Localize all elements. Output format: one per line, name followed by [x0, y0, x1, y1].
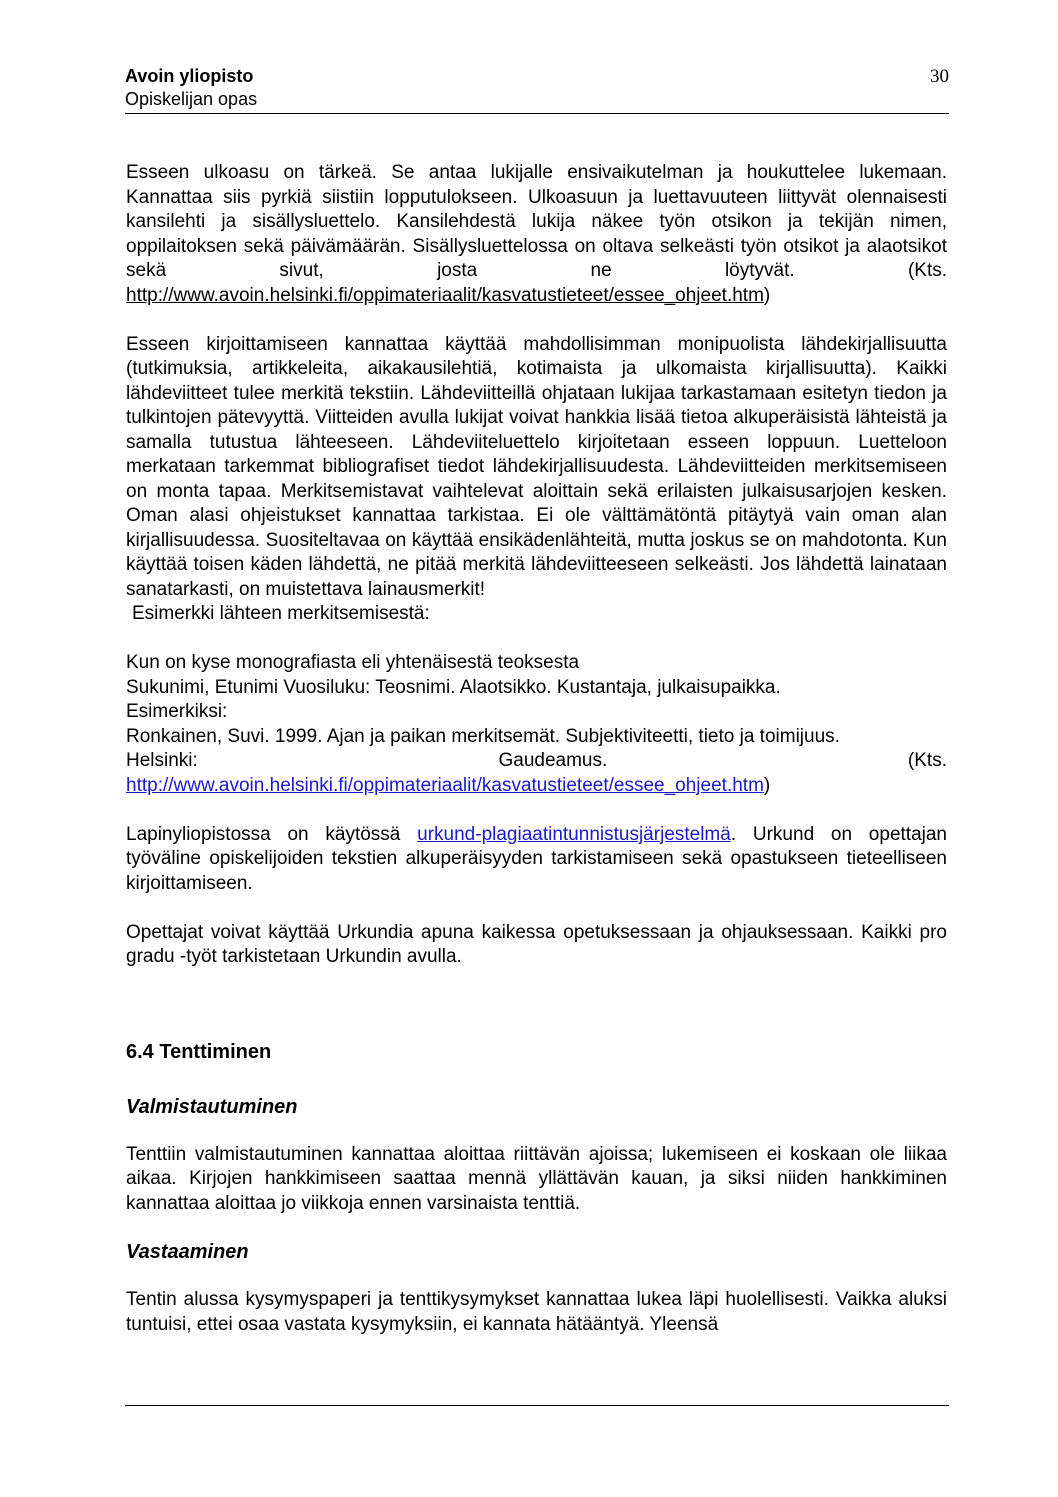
paragraph-preparation: Tenttiin valmistautuminen kannattaa aloittaa riittävän ajoissa; lukemiseen ei koskaan ole liikaa aikaa. Kirjojen hankkimiseen saattaa mennä yllättävän kauan, ja siksi niiden hankkiminen kannattaa aloittaa jo viikkoja ennen varsinaista tenttiä.: [126, 1143, 947, 1214]
paragraph-text: . Urkund on opettajan työväline opiskelijoiden tekstien alkuperäisyyden tarkistamiseen sekä opastukseen tieteelliseen kirjoittamiseen.: [126, 823, 947, 894]
header-title: Avoin yliopisto: [125, 66, 254, 86]
urkund-link[interactable]: urkund-plagiaatintunnistusjärjestelmä: [417, 823, 731, 845]
section-heading: 6.4 Tenttiminen: [126, 1040, 272, 1063]
subheading-answering: Vastaaminen: [126, 1241, 249, 1263]
example-line-2: Sukunimi, Etunimi Vuosiluku: Teosnimi. Alaotsikko. Kustantaja, julkaisupaikka.: [126, 676, 781, 698]
paragraph-essay-layout: [126, 161, 947, 308]
essay-guide-link[interactable]: http://www.avoin.helsinki.fi/oppimateriaalit/kasvatustieteet/essee_ohjeet.htm: [126, 284, 764, 306]
example-intro: Esimerkki lähteen merkitsemisestä:: [132, 603, 430, 624]
example-line-3: Esimerkiksi:: [126, 701, 228, 722]
page-header: [125, 64, 949, 110]
paragraph-sources: Esseen kirjoittamiseen kannattaa käyttää mahdollisimman monipuolista lähdekirjallisuutta (tutkimuksia, artikkeleita, aikakausilehtiä, kotimaista ja ulkomaista kirjallisuutta). Kaikki lähdeviitteet tulee merkitä tekstiin. Lähdeviitteillä ohjataan lukijaa tarkastamaan esitetyn tiedon ja tulkintojen pätevyyttä. Viitteiden avulla lukijat voivat hankkia lisää tietoa alkuperäisistä lähteistä ja samalla tutustua lähteeseen. Lähdeviiteluettelo kirjoitetaan esseen loppuun. Luetteloon merkataan tarkemmat bibliografiset tiedot lähdekirjallisuudesta. Lähdeviitteiden merkitsemiseen on monta tapaa. Merkitsemistavat vaihtelevat aloittain sekä erilaisten julkaisusarjojen kesken. Oman alasi ohjeistukset kannattaa tarkistaa. Ei ole välttämätöntä pitäytyä vain oman alan kirjallisuudessa. Suositeltavaa on käyttää ensikädenlähteitä, mutta joskus se on mahdotonta. Kun käyttää toisen käden lähdettä, ne pitää merkitä lähdeviitteeseen selkeästi. Jos lähdettä lainataan sanatarkasti, on muistettava lainausmerkit!: [126, 333, 947, 600]
paragraph-urkund-usage: Opettajat voivat käyttää Urkundia apuna kaikessa opetuksessaan ja ohjauksessaan. Kaikki pro gradu -työt tarkistetaan Urkundin avulla.: [126, 921, 947, 967]
example-city: Helsinki:: [126, 750, 198, 771]
example-kts: (Kts.: [907, 750, 947, 771]
footer-rule: [125, 1405, 949, 1406]
example-line-5: [126, 749, 947, 774]
essay-guide-link-2[interactable]: http://www.avoin.helsinki.fi/oppimateriaalit/kasvatustieteet/essee_ohjeet.htm: [126, 774, 764, 796]
paragraph-urkund: [126, 823, 947, 897]
header-rule: [125, 113, 949, 114]
paragraph-text: Lapinyliopistossa on käytössä: [126, 823, 418, 845]
page-body: [126, 161, 947, 1337]
paragraph-text: Esseen ulkoasu on tärkeä. Se antaa lukijalle ensivaikutelman ja houkuttelee lukemaan. Kannattaa siis pyrkiä siistiin lopputulokseen. Ulkoasuun ja luettavuuteen liittyvät olennaisesti kansilehti ja sisällysluettelo. Kansilehdestä lukija näkee työn otsikon ja tekijän nimen, oppilaitoksen sekä päivämäärän. Sisällysluettelossa on oltava selkeästi työn otsikot ja alaotsikot sekä sivut, josta ne löytyvät. (Kts.: [126, 162, 947, 281]
page-number: 30: [930, 66, 949, 87]
paragraph-answering: Tentin alussa kysymyspaperi ja tenttikysymykset kannattaa lukea läpi huolellisesti. Vaikka aluksi tuntuisi, ettei osaa vastata kysymyksiin, ei kannata hätääntyä. Yleensä: [126, 1289, 947, 1335]
example-line-4: Ronkainen, Suvi. 1999. Ajan ja paikan merkitsemät. Subjektiviteetti, tieto ja toimijuus.: [126, 725, 840, 747]
header-subtitle: Opiskelijan opas: [125, 89, 258, 109]
example-line-1: Kun on kyse monografiasta eli yhtenäisestä teoksesta: [126, 652, 580, 673]
closing-paren: ): [763, 774, 771, 796]
subheading-preparation: Valmistautuminen: [126, 1095, 298, 1118]
closing-paren: ): [763, 284, 771, 306]
example-publisher: Gaudeamus.: [498, 750, 608, 771]
